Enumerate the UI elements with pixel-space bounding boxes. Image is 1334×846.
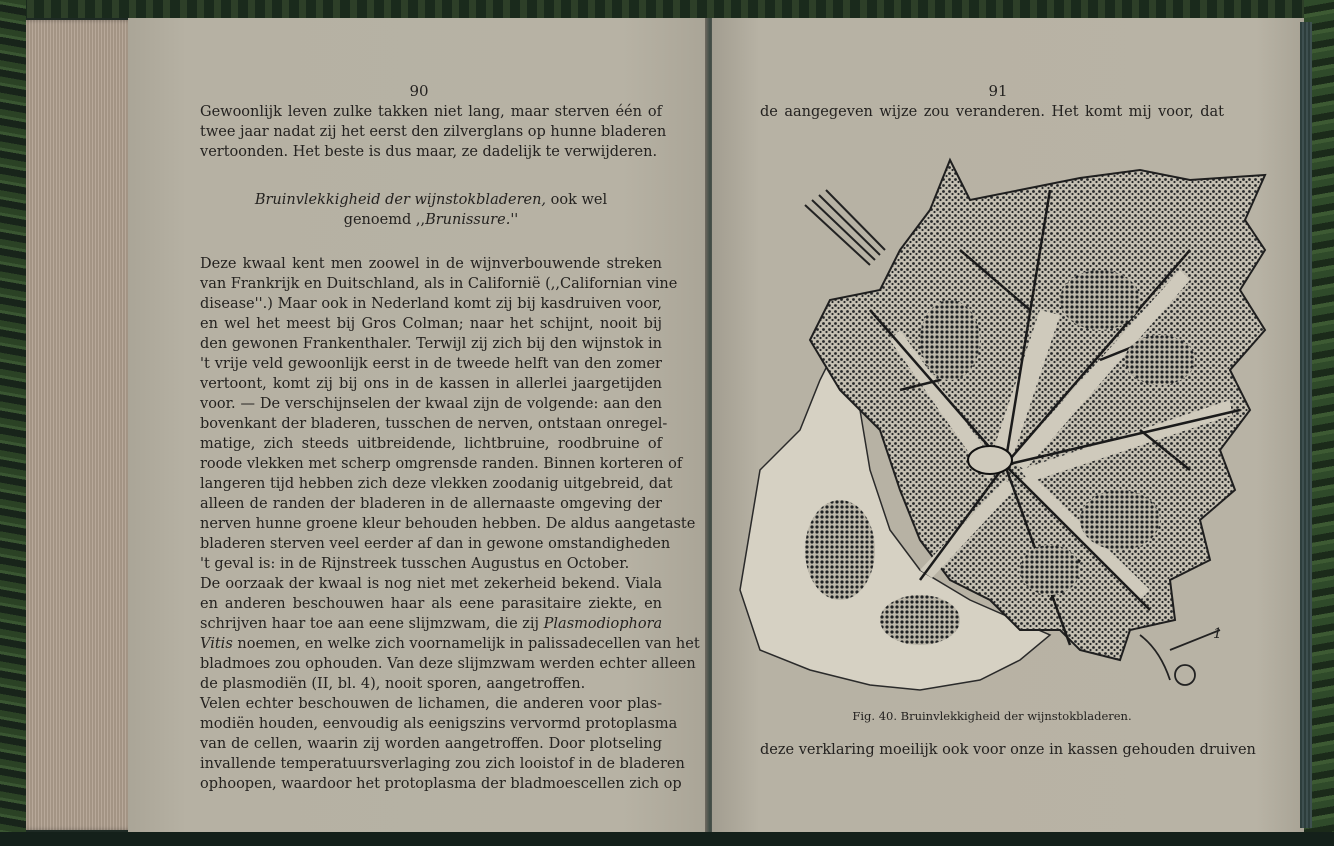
- text-line: bladmoes zou ophouden. Van deze slijmzwam werden echter alleen: [200, 656, 696, 672]
- text-line: Deze kwaal kent men zoowel in de wijnverbouwende streken: [200, 256, 662, 272]
- text-line: langeren tijd hebben zich deze vlekken zoodanig uitgebreid, dat: [200, 476, 673, 492]
- heading-italic-2: Brunissure.: [425, 212, 511, 228]
- page-number: 91: [988, 82, 1008, 100]
- text-line: Velen echter beschouwen de lichamen, die anderen voor plas-: [200, 696, 662, 712]
- text-line: Gewoonlijk leven zulke takken niet lang, maar sterven één of: [200, 104, 662, 120]
- text-line: 't geval is: in de Rijnstreek tusschen Augustus en October.: [200, 556, 630, 572]
- backdrop-left: [0, 0, 26, 846]
- text-line: den gewonen Frankenthaler. Terwijl zij zich bij den wijnstok in: [200, 336, 662, 352]
- text-line: nerven hunne groene kleur behouden hebben. De aldus aangetaste: [200, 516, 696, 532]
- text-line: bladeren sterven veel eerder af dan in gewone omstandigheden: [200, 536, 671, 552]
- text-line: vertoont, komt zij bij ons in de kassen in allerlei jaargetijden: [200, 376, 662, 392]
- text-line: twee jaar nadat zij het eerst den zilverglans op hunne bladeren: [200, 124, 667, 140]
- text-line: De oorzaak der kwaal is nog niet met zekerheid bekend. Viala: [200, 576, 662, 592]
- right-page: [712, 18, 1304, 832]
- text-line: deze verklaring moeilijk ook voor onze in kassen gehouden druiven: [760, 742, 1256, 758]
- vine-leaf-illustration: [720, 130, 1268, 708]
- heading-italic: Bruinvlekkigheid der wijnstokbladeren,: [254, 192, 547, 208]
- text-line: invallende temperatuursverlaging zou zich looistof in de bladeren: [200, 756, 685, 772]
- section-heading: [200, 190, 662, 211]
- text-line: voor. — De verschijnselen der kwaal zijn de volgende: aan den: [200, 396, 662, 412]
- heading-pre: genoemd ,,: [343, 212, 426, 228]
- left-page: [128, 18, 710, 832]
- text-line: de plasmodiën (II, bl. 4), nooit sporen, aangetroffen.: [200, 676, 586, 692]
- text-line: disease''.) Maar ook in Nederland komt zij bij kasdruiven voor,: [200, 296, 662, 312]
- text-line: vertoonden. Het beste is dus maar, ze dadelijk te verwijderen.: [200, 144, 658, 160]
- figure-marker: 1: [1213, 626, 1222, 642]
- text-line: van de cellen, waarin zij worden aangetroffen. Door plotseling: [200, 736, 662, 752]
- leaf-stem-junction: [968, 446, 1012, 474]
- italic-term: Plasmodiophora: [543, 616, 663, 632]
- text-line: 't vrije veld gewoonlijk eerst in de tweede helft van den zomer: [200, 356, 662, 372]
- text-span: schrijven haar toe aan eene slijmzwam, die zij: [200, 616, 544, 632]
- text-span: noemen, en welke zich voornamelijk in palissadecellen van het: [232, 636, 700, 652]
- text-line: bovenkant der bladeren, tusschen de nerven, ontstaan onregel-: [200, 416, 668, 432]
- text-line: ophoopen, waardoor het protoplasma der bladmoescellen zich op: [200, 776, 682, 792]
- text-line-with-italic: [200, 634, 700, 655]
- heading-post: '': [510, 212, 519, 228]
- right-page-edges: [1300, 22, 1312, 828]
- text-line: matige, zich steeds uitbreidende, lichtbruine, roodbruine of: [200, 436, 662, 452]
- figure-caption: Fig. 40. Bruinvlekkigheid der wijnstokbladeren.: [852, 709, 1132, 723]
- book-page-edges: [26, 20, 134, 830]
- section-heading-line-2: [200, 210, 662, 231]
- text-line-with-italic: [200, 614, 662, 635]
- text-line: van Frankrijk en Duitschland, als in Californië (,,Californian vine: [200, 276, 678, 292]
- fork-sketch: [805, 190, 885, 265]
- text-line: en anderen beschouwen haar als eene parasitaire ziekte, en: [200, 596, 662, 612]
- italic-term: Vitis: [200, 636, 233, 652]
- text-line: de aangegeven wijze zou veranderen. Het komt mij voor, dat: [760, 104, 1224, 120]
- text-line: en wel het meest bij Gros Colman; naar het schijnt, nooit bij: [200, 316, 662, 332]
- heading-rest: ook wel: [546, 192, 608, 208]
- text-line: roode vlekken met scherp omgrensde randen. Binnen korteren of: [200, 456, 683, 472]
- page-number: 90: [409, 82, 429, 100]
- backdrop-bottom: [0, 832, 1334, 846]
- text-line: alleen de randen der bladeren in de allernaaste omgeving der: [200, 496, 662, 512]
- tendril: [1140, 630, 1220, 685]
- text-line: modiën houden, eenvoudig als eenigszins vervormd protoplasma: [200, 716, 678, 732]
- backdrop-top: [0, 0, 1334, 18]
